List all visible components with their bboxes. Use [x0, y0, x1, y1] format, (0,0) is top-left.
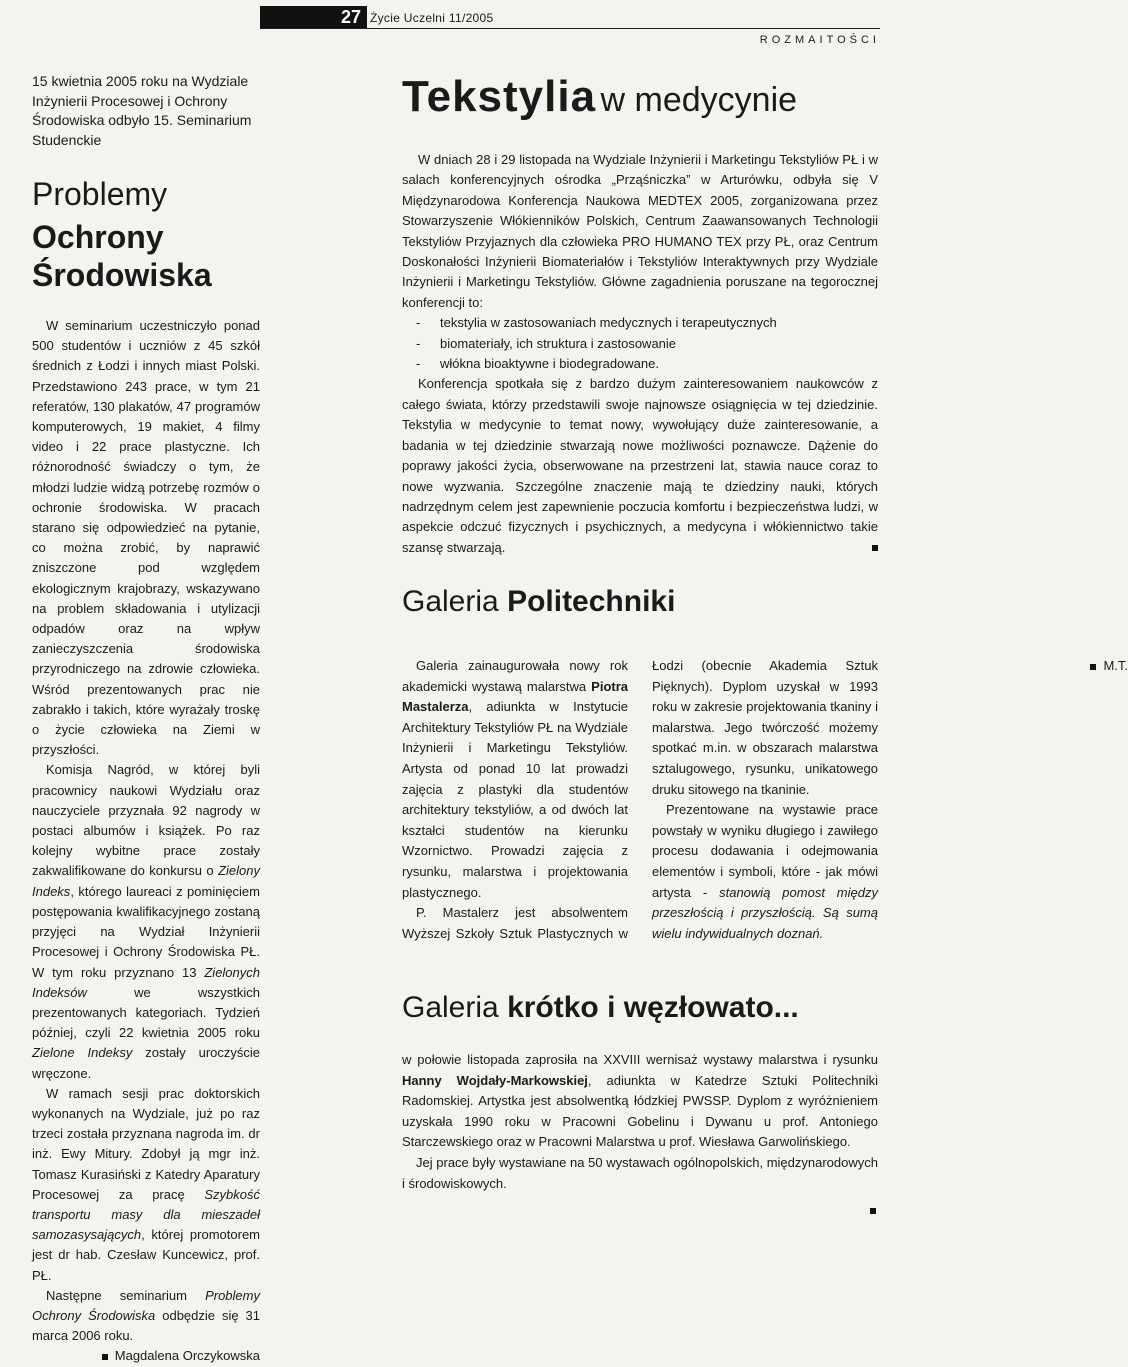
gallery1-body — [402, 656, 1128, 956]
gallery2-title-bold: krótko i węzłowato... — [507, 991, 799, 1024]
textiles-p2-text: Konferencja spotkała się z bardzo dużym zainteresowaniem naukowców z całego świata, którzy przedstawili swoje najnowsze osiągnięcia w tej dziedzinie. Tekstylia w medycynie to temat nowy, wywołujący duże zainteresowanie, a badania w tej dziedzinie stwarzają nowe możliwości poznawcze. Dążenie do poprawy jakości życia, obserwowane na przestrzeni lat, stawia nauce coraz to nowe wyzwania. Szczególne znaczenie mają te dziedziny nauki, których nadrzędnym celem jest zapewnienie poczucia komfortu i bezpieczeństwa ludzi, w aspekcie odczuć fizycznych i psychicznych, a medycyna i włókiennictwo takie szansę stwarzają. — [402, 376, 878, 555]
seminar-p4-text-b: odbędzie się 31 marca 2006 roku. — [32, 1307, 260, 1344]
gallery1-artist-name: Piotra Mastalerza — [402, 678, 628, 715]
gallery1-title — [402, 584, 878, 620]
seminar-p4-text-a: Następne seminarium — [46, 1287, 206, 1303]
gallery1-title-light: Galeria — [402, 585, 499, 618]
seminar-p3-text-a: W ramach sesji prac doktorskich wykonanych na Wydziale, już po raz trzeci została przyznana nagroda im. dr inż. Ewy Mitury. Zdobył ją mgr inż. Tomasz Kurasiński z Katedry Aparatury Procesowej za pracę — [32, 1085, 260, 1202]
article-end-square-icon — [870, 1208, 876, 1214]
textiles-topic: - włókna bioaktywne i biodegradowane. — [402, 354, 878, 374]
gallery1-p1-text-a: Galeria zainaugurowała nowy rok akademicki wystawą malarstwa — [402, 658, 628, 694]
seminar-p2-italic-1: Zielony Indeks — [32, 863, 260, 899]
gallery1-p3-text-a: Prezentowane na wystawie prace powstały w wyniku długiego i zawiłego procesu dodawania i odejmowania elementów i symboli, które - jak mówi artysta - — [652, 802, 878, 900]
gallery1-signature — [902, 656, 1128, 677]
gallery2-paragraph-2: Jej prace były wystawiane na 50 wystawach ogólnopolskich, międzynarodowych i środowiskowych. — [402, 1154, 878, 1191]
gallery2-artist-name: Hanny Wojdały-Markowskiej — [402, 1072, 588, 1088]
gallery1-title-bold: Politechniki — [507, 585, 676, 618]
seminar-signature — [32, 1346, 260, 1366]
gallery1-p1-text-c: , adiunkta w Instytucie Architektury Tekstyliów PŁ na Wydziale Inżynierii i Marketingu Tekstyliów. Artysta od ponad 10 lat prowadzi zajęcia z plastyki dla studentów architektury tekstyliów, a od dwóch lat kształci studentów na kierunku Wzornictwo. Prowadzi zajęcia z rysunku, malarstwa i projektowania plastycznego. — [402, 699, 628, 900]
gallery1-paragraph-1 — [402, 656, 628, 903]
page-number: 27 — [340, 7, 361, 27]
gallery2-p1-text-a: w połowie listopada zaprosiła na XXVIII wernisaż wystawy malarstwa i rysunku — [402, 1052, 878, 1067]
gallery1-paragraph-2: P. Mastalerz jest absolwentem Wyższej Szkoły Sztuk Plastycznych w Łodzi (obecnie Akademia Sztuk Pięknych). Dyplom uzyskał w 1993 roku w zakresie projektowania tkaniny i malarstwa. Jego twórczość możemy spotkać m.in. w obszarach malarstwa sztalugowego, rysunku, unikatowego druku sitowego na tkaninie. — [402, 658, 878, 941]
seminar-p2-italic-3: Zielone Indeksy — [32, 1045, 133, 1061]
journal-title: Życie Uczelni 11/2005 — [370, 11, 494, 25]
seminar-p3-italic: Szybkość transportu masy dla mieszadeł samozasysających — [32, 1186, 260, 1243]
gallery2-body — [402, 1050, 878, 1194]
seminar-p2-text-b: , którego laureaci z pominięciem postępowania kwalifikacyjnego zostaną przyjęci na Wydział Inżynierii Procesowej i Ochrony Środowiska PŁ. W tym roku przyznano 13 — [32, 883, 260, 980]
seminar-p2-italic-2: Zielonych Indeksów — [32, 964, 260, 1000]
textiles-paragraph-1: W dniach 28 i 29 listopada na Wydziale Inżynierii i Marketingu Tekstyliów PŁ i w salach konferencyjnych ośrodka „Prząśniczka” w Arturówku, odbyła się V Międzynarodowa Konferencja Naukowa MEDTEX 2005, zorganizowana przez Stowarzyszenie Włókienników Polskich, Centrum Zaawansowanych Technologii Tekstyliów Przyjaznych dla człowieka PRO HUMANO TEX przy PŁ, oraz Centrum Doskonałości Inżynierii Biomateriałów i Tekstyliów Interaktywnych przy Wydziale Inżynierii i Marketingu Tekstyliów. Główne zagadnienia poruszane na tegorocznej konferencji to: — [402, 152, 878, 310]
textiles-paragraph-2 — [402, 374, 878, 558]
header-rule — [260, 28, 880, 29]
seminar-paragraph-4 — [32, 1286, 260, 1347]
signature-square-icon — [102, 1354, 108, 1360]
textiles-title-light: w medycynie — [600, 81, 798, 119]
signature-square-icon — [1090, 664, 1096, 670]
page-number-box — [260, 6, 367, 28]
gallery2-title — [402, 990, 878, 1026]
textiles-body — [402, 150, 878, 558]
gallery1-p3-quote: stanowią pomost między przeszłością i przyszłością. Są sumą wielu indywidualnych doznań. — [652, 884, 878, 941]
seminar-p2-text-a: Komisja Nagród, w której byli pracownicy naukowi Wydziału oraz nauczyciele przyznała 92 nagrody w postaci albumów i książek. Po raz kolejny wybitne prace zostały zakwalifikowane do konkursu o — [32, 762, 260, 879]
seminar-title-bold — [32, 218, 260, 294]
seminar-paragraph-2 — [32, 760, 260, 1083]
seminar-paragraph-1: W seminarium uczestniczyło ponad 500 studentów i uczniów z 45 szkół średnich z Łodzi i innych miast Polski. Przedstawiono 243 prace, w tym 21 referatów, 130 plakatów, 47 programów komputerowych, 19 makiet, 4 filmy video i 22 prace plastyczne. Ich różnorodność świadczy o tym, że młodzi ludzie widzą potrzebę rozmów o ochronie środowiska. W pracach starano się odpowiedzieć na pytanie, co można zrobić, by naprawić zniszczone pod względem ekologicznym krajobrazy, wskazywano na problem składowania i utylizacji odpadów oraz na wpływ zanieczyszczenia środowiska przyrodniczego na zdrowie człowieka. Wśród prezentowanych prac nie zabrakło i takich, które wyrażały troskę o życie człowieka na Ziemi w przyszłości. — [32, 318, 260, 758]
gallery2-title-light: Galeria — [402, 991, 499, 1024]
seminar-author: Magdalena Orczykowska — [114, 1348, 260, 1364]
textiles-topic: - tekstylia w zastosowaniach medycznych i terapeutycznych — [402, 313, 878, 333]
seminar-title-bold-line2: Środowiska — [32, 257, 212, 293]
textiles-topic: - biomateriały, ich struktura i zastosowanie — [402, 334, 878, 354]
seminar-p3-text-b: , której promotorem jest dr hab. Czesław Kuncewicz, prof. PŁ. — [32, 1227, 260, 1283]
seminar-p2-text-c: we wszystkich prezentowanych kategoriach. Tydzień później, czyli 22 kwietnia 2005 roku — [32, 984, 260, 1041]
gallery2-paragraph-1 — [402, 1050, 878, 1153]
gallery2-p1-text-c: , adiunkta w Katedrze Sztuki Politechniki Radomskiej. Artystka jest absolwentką łódzkiej PWSSP. Dyplom z wyróżnieniem uzyskała 1990 roku w Pracowni Gobelinu i Dywanu u prof. Antoniego Starczewskiego oraz w Pracowni Malarstwa u prof. Wiesława Garwolińskiego. — [402, 1072, 878, 1150]
seminar-p4-italic: Problemy Ochrony Środowiska — [32, 1287, 260, 1323]
section-label: ROZMAITOŚCI — [759, 34, 880, 46]
seminar-title-bold-line1: Ochrony — [32, 219, 164, 255]
seminar-body — [32, 316, 260, 1367]
textiles-topics-list — [402, 313, 878, 374]
seminar-paragraph-3 — [32, 1084, 260, 1286]
textiles-title-bold: Tekstylia — [402, 72, 597, 121]
gallery1-paragraph-3 — [652, 800, 878, 944]
gallery1-author: M.T. — [1103, 658, 1128, 673]
seminar-title-light: Problemy — [32, 176, 168, 212]
seminar-intro: 15 kwietnia 2005 roku na Wydziale Inżynierii Procesowej i Ochrony Środowiska odbyło 15. Seminarium Studenckie — [32, 73, 252, 148]
textiles-title — [402, 72, 878, 132]
article-end-square-icon — [872, 545, 878, 551]
seminar-p2-text-d: zostały uroczyście wręczone. — [32, 1045, 260, 1081]
